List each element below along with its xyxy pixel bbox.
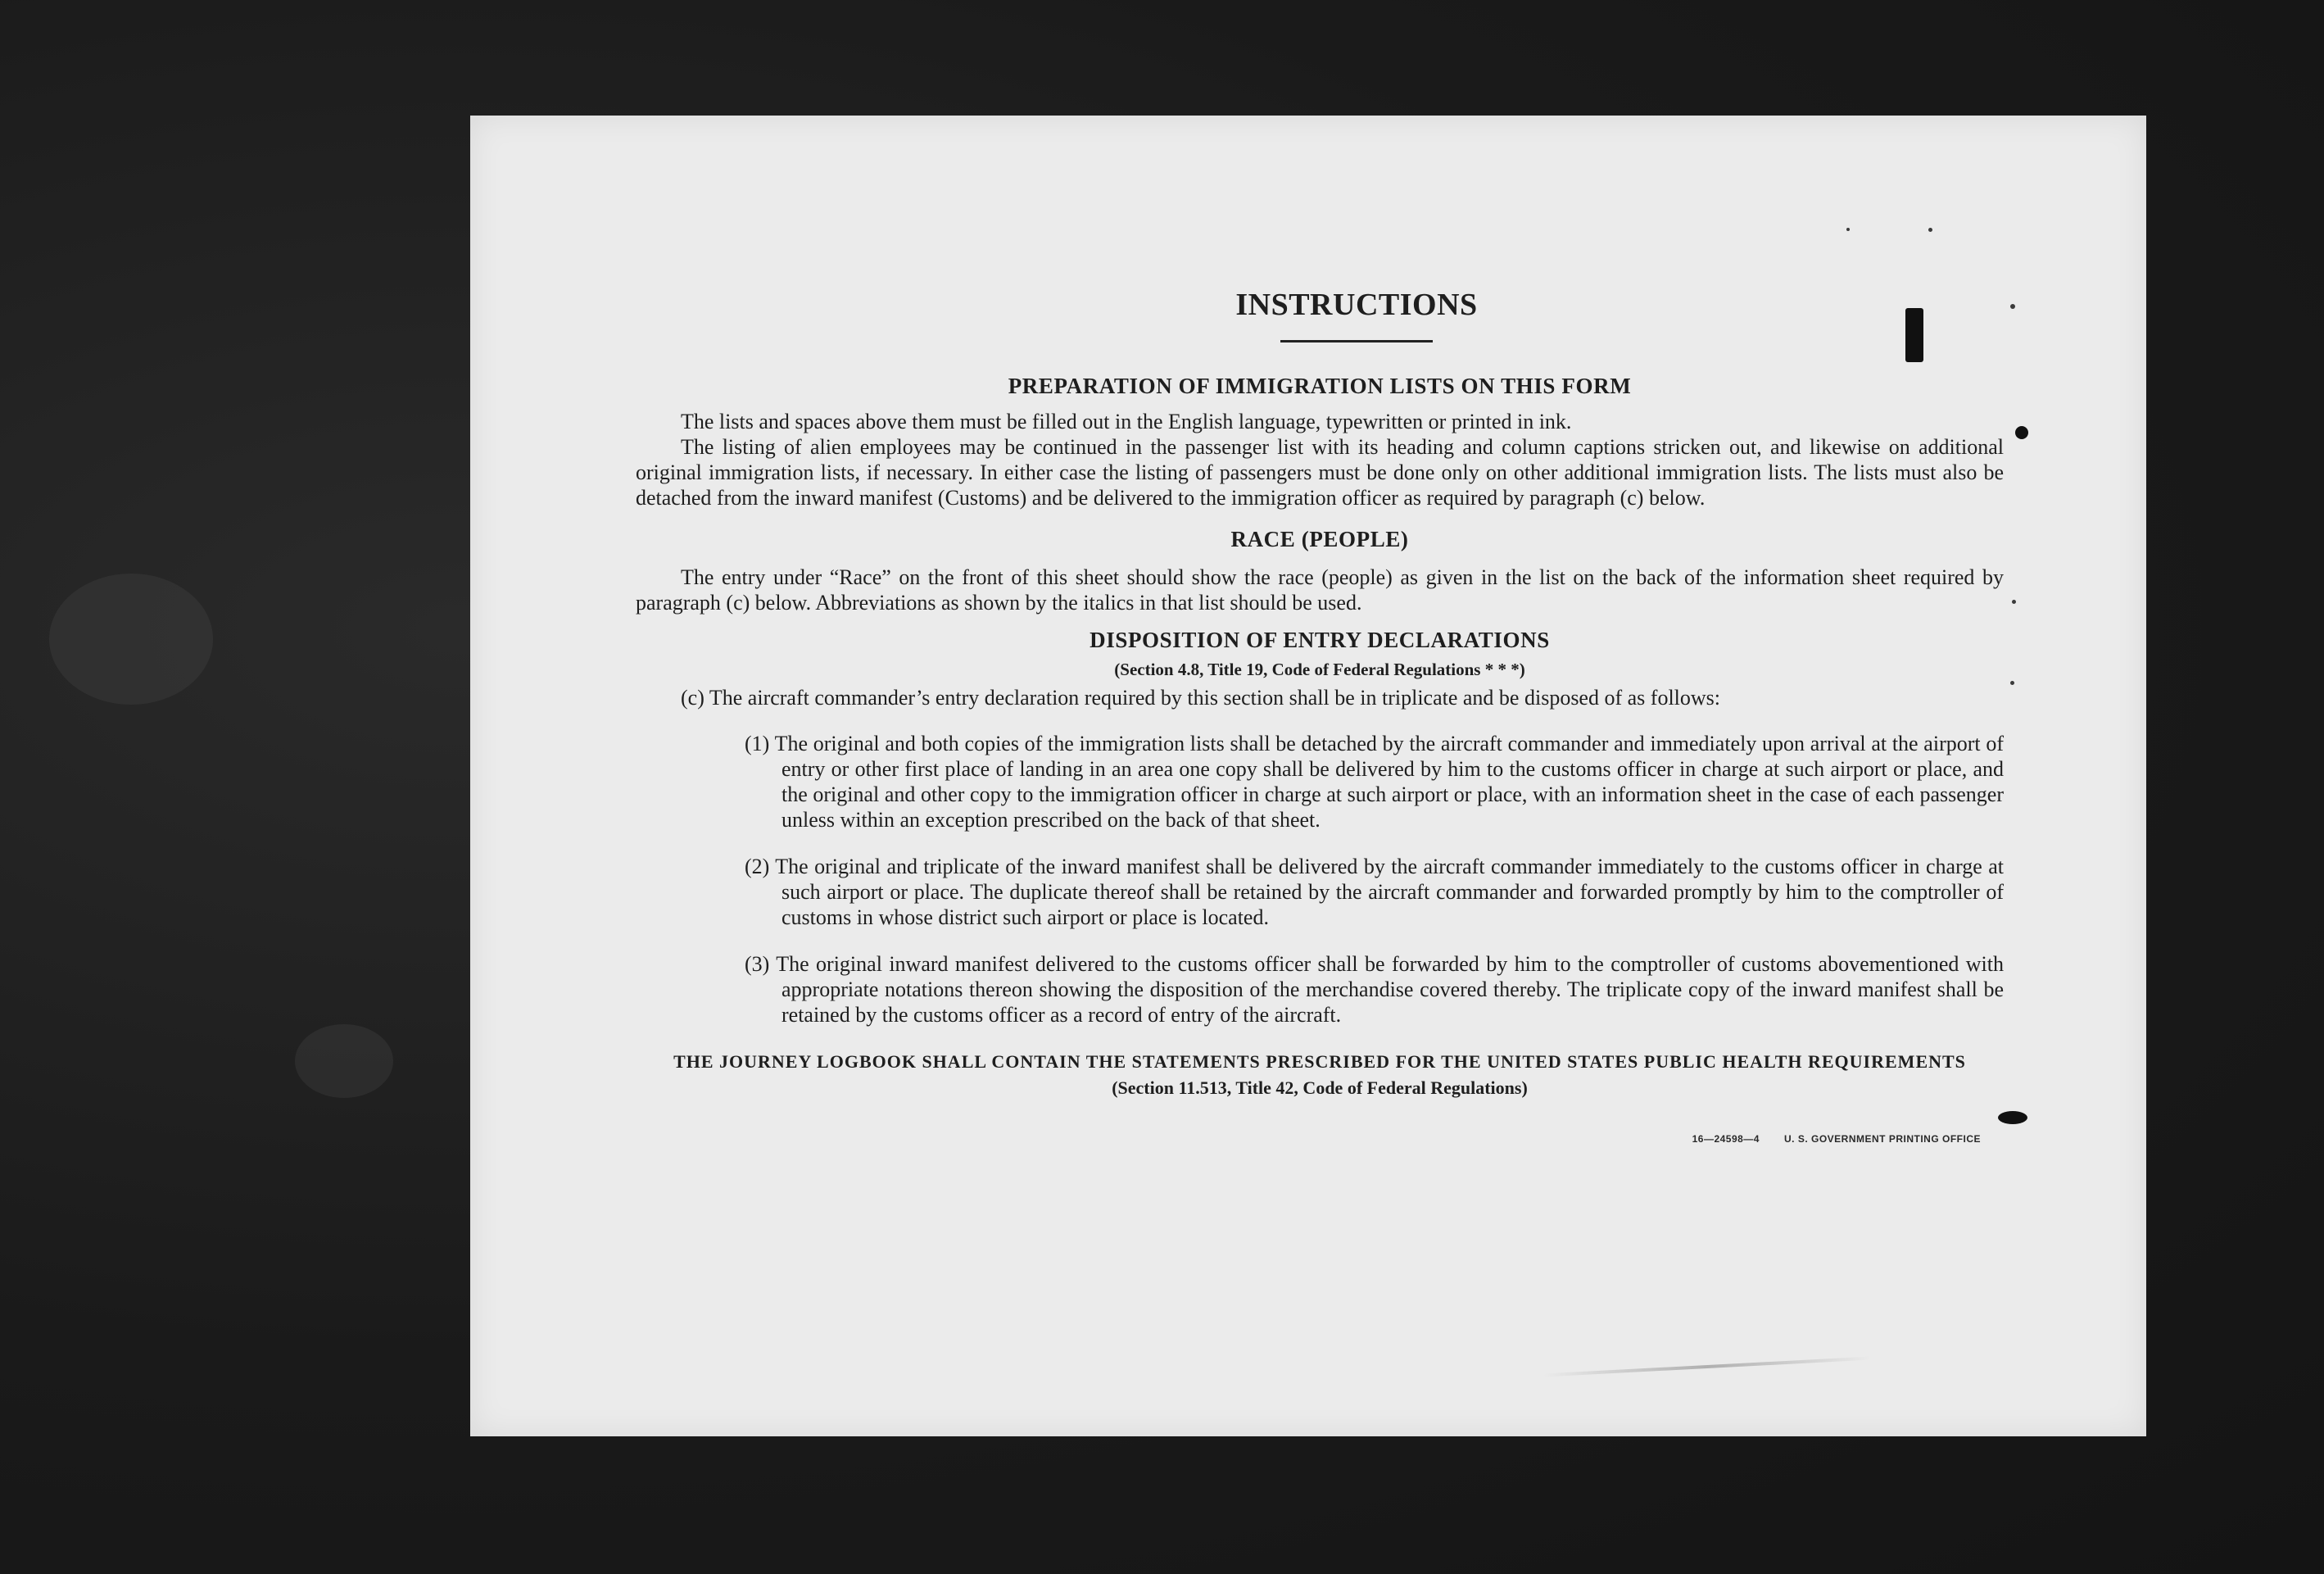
speck bbox=[1846, 228, 1850, 231]
list-item-1: (1) The original and both copies of the immigration lists shall be detached by the aircraft commander and immediately upon arrival at the airport of entry or other first place of landing in an area one copy shall be delivered by him to the customs officer in charge at such airport or place, and the original and other copy to the immigration officer in charge at such airport or place, with an information sheet in the case of each passenger unless within an exception prescribed on the back of that sheet. bbox=[745, 732, 2004, 832]
instructions-content bbox=[636, 289, 2004, 1146]
speck bbox=[2012, 600, 2016, 604]
printing-info bbox=[636, 1132, 2004, 1146]
list-item-3: (3) The original inward manifest delivered to the customs officer shall be forwarded by him to the comptroller of customs abovementioned with appropriate notations thereon showing the disposition of the merchandise covered thereby. The triplicate copy of the inward manifest shall be retained by the customs officer as a record of entry of the aircraft. bbox=[745, 952, 2004, 1027]
list-item-2: (2) The original and triplicate of the inward manifest shall be delivered by the aircraft commander immediately to the customs officer in charge at such airport or place. The duplicate thereof shall be retained by the aircraft commander and forwarded promptly by him to the comptroller of customs in whose district such airport or place is located. bbox=[745, 855, 2004, 930]
section-heading-race: RACE (PEOPLE) bbox=[1230, 527, 1409, 552]
page-title: INSTRUCTIONS bbox=[1235, 288, 1478, 322]
title-underline bbox=[1280, 340, 1433, 342]
scan-streak bbox=[1543, 1357, 1871, 1377]
printer-name: U. S. GOVERNMENT PRINTING OFFICE bbox=[1783, 1132, 1981, 1145]
speck bbox=[1928, 228, 1932, 232]
speck bbox=[2010, 681, 2014, 685]
document-sheet bbox=[470, 116, 2146, 1436]
footer-regulation-reference: (Section 11.513, Title 42, Code of Federal Regulations) bbox=[1112, 1077, 1528, 1099]
footer-health-heading: THE JOURNEY LOGBOOK SHALL CONTAIN THE STATEMENTS PRESCRIBED FOR THE UNITED STATES PUBLIC HEALTH REQUIREMENTS bbox=[673, 1051, 1966, 1073]
paragraph-c-intro: (c) The aircraft commander’s entry declaration required by this section shall be in triplicate and be disposed of as follows: bbox=[681, 686, 1721, 710]
section-heading-disposition: DISPOSITION OF ENTRY DECLARATIONS bbox=[1090, 627, 1550, 652]
paragraph-race-entry: The entry under “Race” on the front of this sheet should show the race (people) as given in the list on the back of the information sheet required by paragraph (c) below. Abbreviations as shown by the italics in that list should be used. bbox=[636, 565, 2004, 615]
background-smudge bbox=[49, 574, 213, 705]
paragraph-english-language: The lists and spaces above them must be filled out in the English language, typewritten or printed in ink. bbox=[681, 410, 1572, 434]
background-smudge bbox=[295, 1024, 393, 1098]
section-heading-preparation: PREPARATION OF IMMIGRATION LISTS ON THIS FORM bbox=[1008, 374, 1632, 398]
paragraph-alien-employees: The listing of alien employees may be continued in the passenger list with its heading and column captions stricken out, and likewise on additional original immigration lists, if necessary. In either case the listing of passengers must be done only on other additional immigration lists. The lists must also be detached from the inward manifest (Customs) and be delivered to the immigration officer as required by paragraph (c) below. bbox=[636, 435, 2004, 510]
regulation-reference: (Section 4.8, Title 19, Code of Federal Regulations * * *) bbox=[1114, 660, 1525, 680]
ink-blot-mark bbox=[2015, 426, 2028, 439]
form-number: 16—24598—4 bbox=[1692, 1132, 1760, 1145]
